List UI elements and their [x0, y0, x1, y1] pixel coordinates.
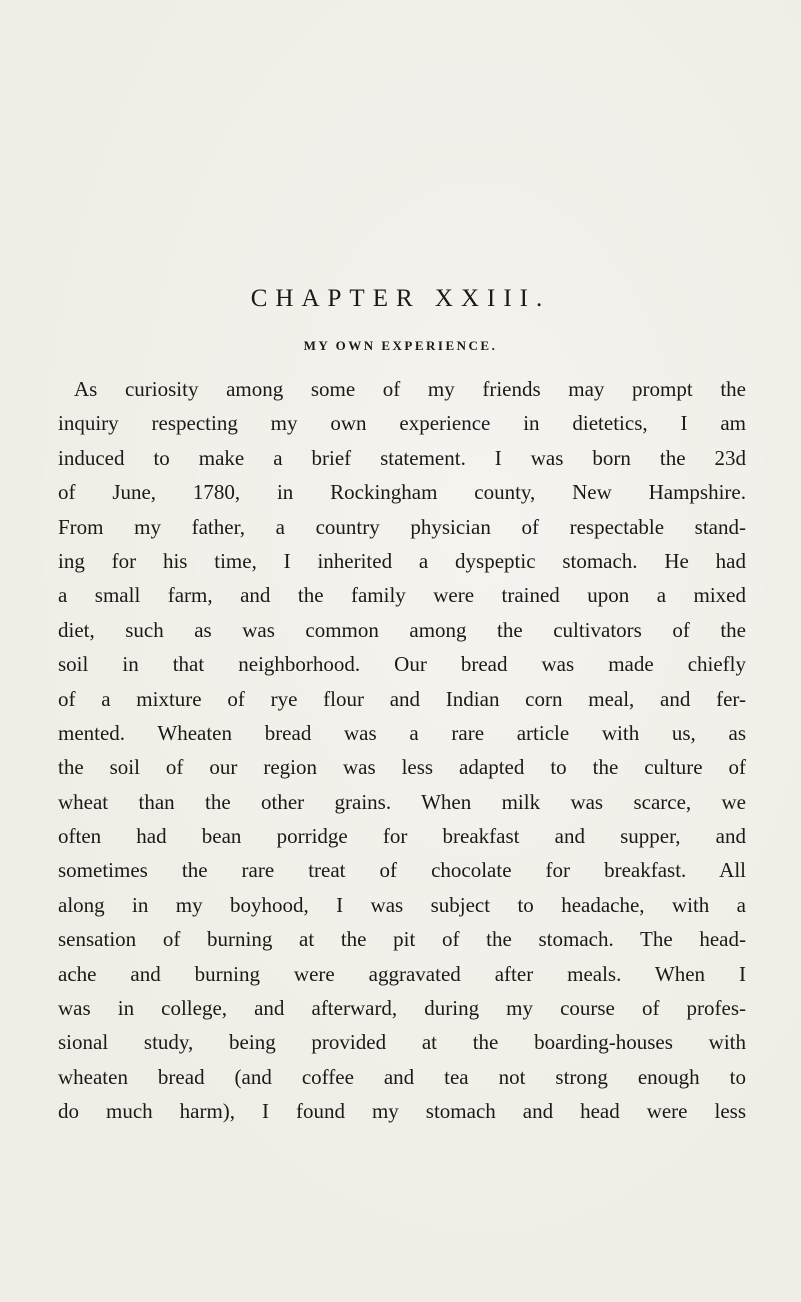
text-line: ing for his time, I inherited a dyspeptic stomach. He had — [58, 548, 746, 573]
text-line: diet, such as was common among the cultivators of the — [58, 617, 746, 642]
body-paragraph — [58, 372, 746, 1129]
text-line: sional study, being provided at the boarding-houses with — [58, 1030, 746, 1055]
text-line: the soil of our region was less adapted to the culture of — [58, 755, 746, 780]
chapter-subtitle: MY OWN EXPERIENCE. — [303, 338, 498, 353]
text-line: mented. Wheaten bread was a rare article with us, as — [58, 720, 746, 745]
text-line: sometimes the rare treat of chocolate for breakfast. All — [58, 858, 746, 883]
text-line: From my father, a country physician of respectable stand- — [58, 514, 746, 539]
text-line: of June, 1780, in Rockingham county, New Hampshire. — [58, 480, 746, 505]
text-line: As curiosity among some of my friends may prompt the — [74, 377, 746, 401]
text-line: wheaten bread (and coffee and tea not strong enough to — [58, 1064, 746, 1089]
text-line: ache and burning were aggravated after meals. When I — [58, 961, 746, 986]
text-line: inquiry respecting my own experience in dietetics, I am — [58, 411, 746, 436]
chapter-title: CHAPTER XXIII. — [250, 285, 551, 312]
text-line: soil in that neighborhood. Our bread was made chiefly — [58, 652, 746, 677]
text-line: do much harm), I found my stomach and head were less — [58, 1099, 746, 1124]
text-line: sensation of burning at the pit of the stomach. The head- — [58, 927, 746, 952]
text-line: a small farm, and the family were trained upon a mixed — [58, 583, 746, 608]
text-line: along in my boyhood, I was subject to headache, with a — [58, 892, 746, 917]
text-line: wheat than the other grains. When milk was scarce, we — [58, 789, 746, 814]
text-line: often had bean porridge for breakfast and supper, and — [58, 824, 746, 849]
text-line: of a mixture of rye flour and Indian corn meal, and fer- — [58, 686, 746, 711]
text-line: induced to make a brief statement. I was born the 23d — [58, 445, 746, 470]
text-line: was in college, and afterward, during my course of profes- — [58, 996, 746, 1021]
